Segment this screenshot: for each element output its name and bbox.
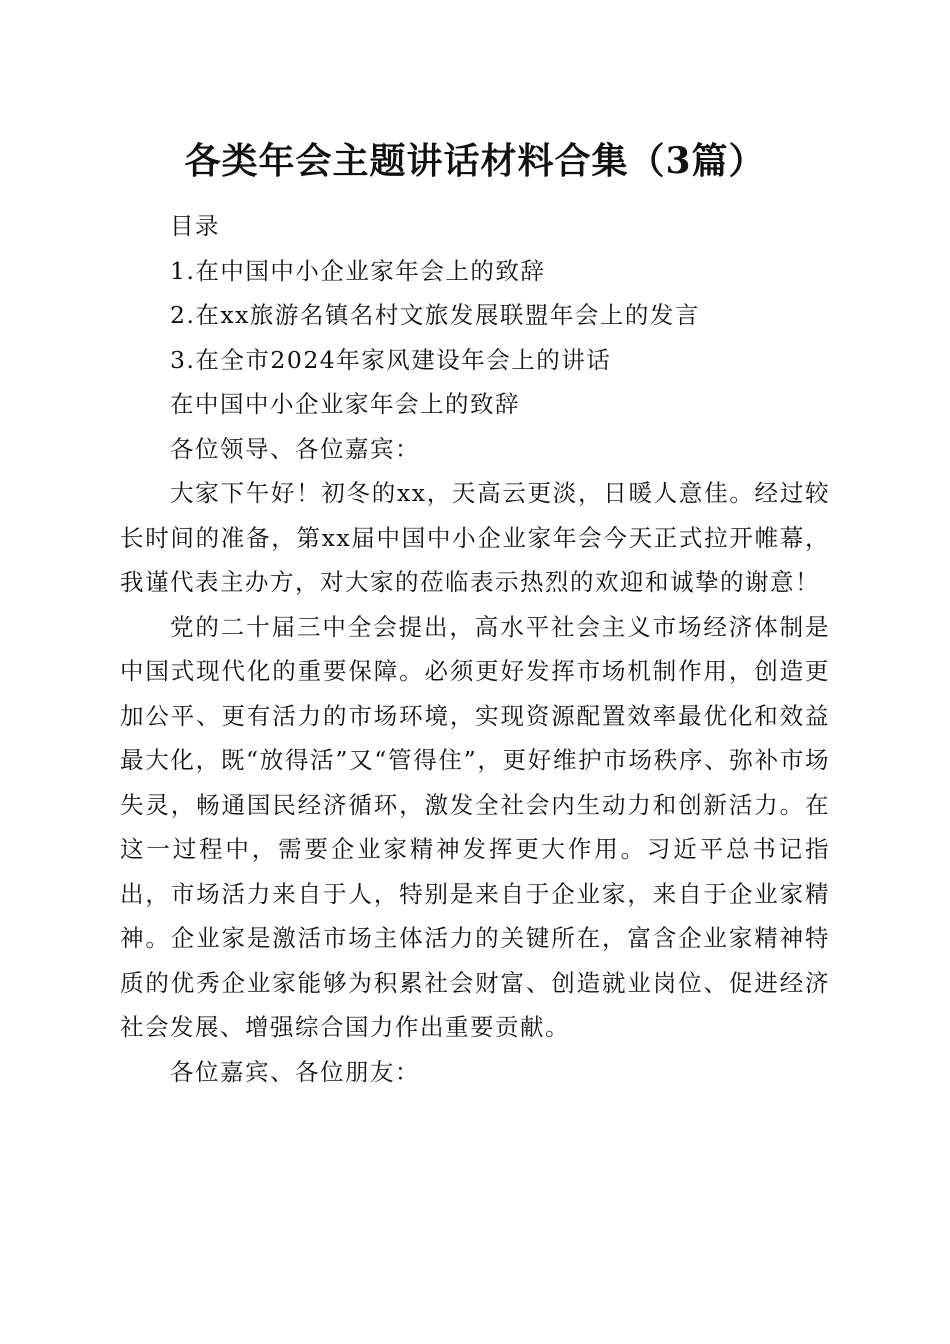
paragraph-1: 大家下午好！初冬的xx，天高云更淡，日暖人意佳。经过较长时间的准备，第xx届中国中小企业家年会今天正式拉开帷幕，我谨代表主办方，对大家的莅临表示热烈的欢迎和诚挚的谢意！	[120, 479, 830, 596]
toc-label: 目录	[170, 212, 220, 240]
section-title: 在中国中小企业家年会上的致辞	[170, 390, 520, 418]
salutation: 各位领导、各位嘉宾：	[170, 434, 420, 463]
toc-item-2: 2.在xx旅游名镇名村文旅发展联盟年会上的发言	[170, 301, 700, 329]
document-body	[120, 204, 830, 1094]
toc-item-3: 3.在全市2024年家风建设年会上的讲话	[170, 345, 612, 374]
document-title: 各类年会主题讲话材料合集（3篇）	[184, 140, 766, 182]
paragraph-2: 党的二十届三中全会提出，高水平社会主义市场经济体制是中国式现代化的重要保障。必须更好发挥市场机制作用，创造更加公平、更有活力的市场环境，实现资源配置效率最优化和效益最大化，既“放得活”又“管得住”，更好维护市场秩序、弥补市场失灵，畅通国民经济循环，激发全社会内生动力和创新活力。在这一过程中，需要企业家精神发挥更大作用。习近平总书记指出，市场活力来自于人，特别是来自于企业家，来自于企业家精神。企业家是激活市场主体活力的关键所在，富含企业家精神特质的优秀企业家能够为积累社会财富、创造就业岗位、促进经济社会发展、增强综合国力作出重要贡献。	[120, 612, 830, 1041]
salutation-2: 各位嘉宾、各位朋友：	[170, 1057, 420, 1086]
toc-item-1: 1.在中国中小企业家年会上的致辞	[170, 256, 546, 285]
